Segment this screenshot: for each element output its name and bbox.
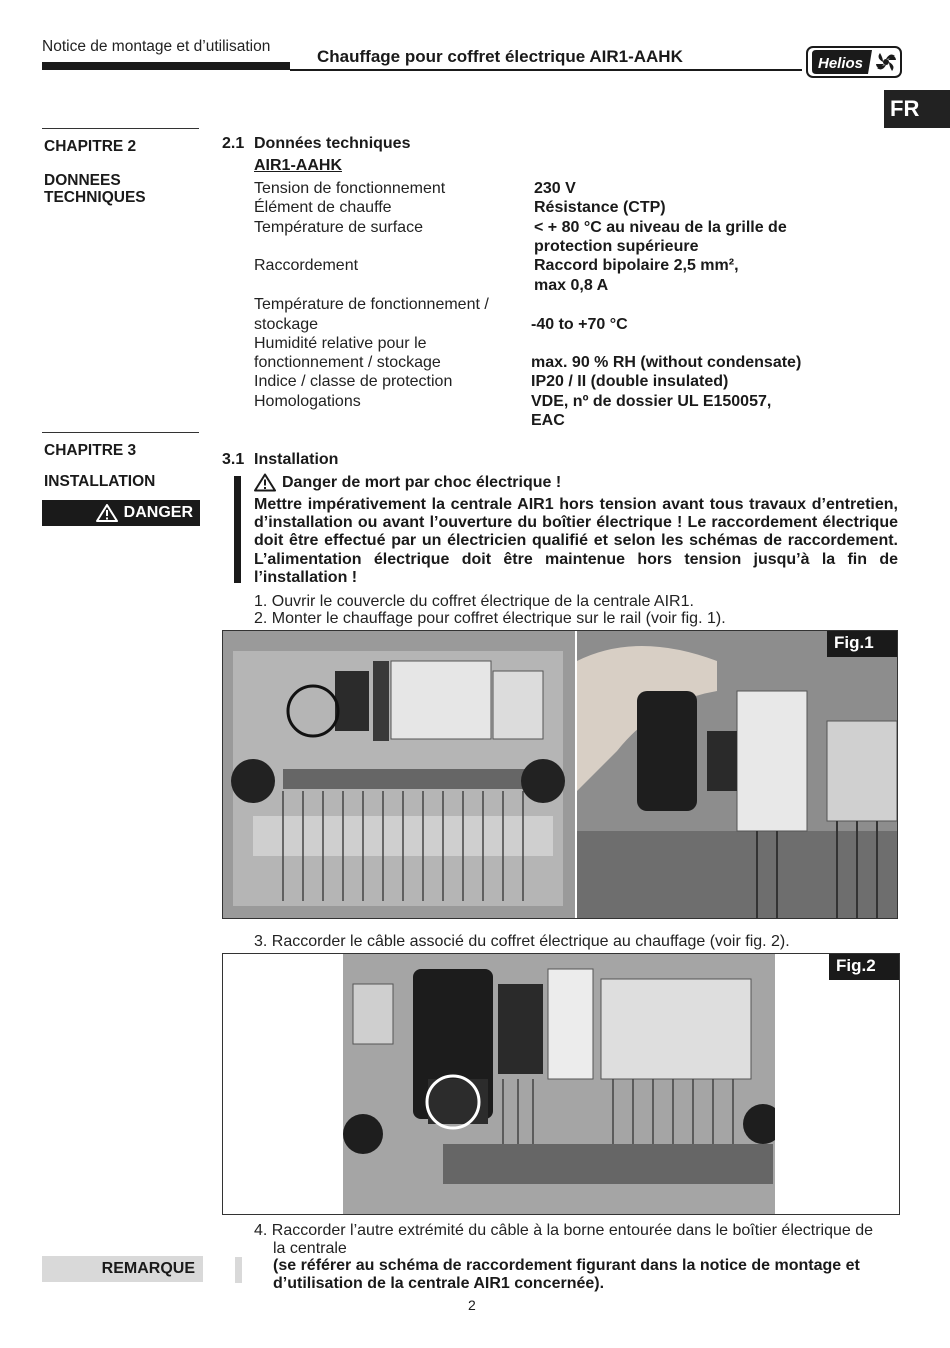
spec-label: Homologations bbox=[254, 393, 361, 410]
heater-mounting-photo bbox=[577, 631, 897, 918]
figure-2 bbox=[222, 953, 900, 1215]
step-2: 2. Monter le chauffage pour coffret électrique sur le rail (voir fig. 1). bbox=[254, 610, 726, 627]
danger-bar bbox=[234, 476, 241, 583]
spec-label: Raccordement bbox=[254, 257, 359, 274]
logo-text: Helios bbox=[818, 55, 864, 72]
figure-1-label: Fig.1 bbox=[827, 631, 897, 657]
figure-2-label: Fig.2 bbox=[829, 954, 899, 980]
step-4-line1: 4. Raccorder l’autre extrémité du câble à la borne entourée dans le boîtier électrique de bbox=[254, 1222, 874, 1239]
header-rule bbox=[290, 69, 802, 71]
sidebar-rule bbox=[42, 128, 199, 129]
remark-bar bbox=[235, 1257, 242, 1283]
spec-value: -40 to +70 °C bbox=[531, 316, 628, 333]
helios-logo bbox=[806, 46, 902, 78]
section-number: 3.1 bbox=[222, 451, 245, 468]
spec-value: < + 80 °C au niveau de la grille de bbox=[534, 219, 787, 236]
section-2-1-heading bbox=[222, 135, 410, 153]
spec-value-continued: protection supérieure bbox=[534, 238, 699, 255]
spec-value: 230 V bbox=[534, 180, 576, 197]
remark-text-line1: (se référer au schéma de raccordement figurant dans la notice de montage et bbox=[273, 1257, 860, 1274]
control-cabinet-photo bbox=[223, 631, 575, 918]
spec-value: max. 90 % RH (without condensate) bbox=[531, 354, 802, 371]
step-4-line2: la centrale bbox=[273, 1240, 347, 1257]
danger-label: DANGER bbox=[123, 504, 193, 521]
heater-connection-photo bbox=[343, 954, 775, 1214]
danger-heading bbox=[254, 473, 561, 492]
spec-label: Humidité relative pour le bbox=[254, 335, 427, 352]
header-bar bbox=[42, 62, 290, 70]
chapter2-title-line1: DONNEES bbox=[44, 172, 121, 189]
spec-value-continued: max 0,8 A bbox=[534, 277, 609, 294]
figure-1 bbox=[222, 630, 898, 919]
chapter2-title-line2: TECHNIQUES bbox=[44, 189, 146, 206]
spec-value-continued: EAC bbox=[531, 412, 565, 429]
page-number: 2 bbox=[468, 1297, 476, 1313]
section-number: 2.1 bbox=[222, 135, 245, 152]
spec-label: Tension de fonctionnement bbox=[254, 180, 446, 197]
remark-text-line2: d’utilisation de la centrale AIR1 concernée). bbox=[273, 1275, 605, 1292]
spec-label: Indice / classe de protection bbox=[254, 373, 453, 390]
spec-label: Élément de chauffe bbox=[254, 199, 392, 216]
language-tab: FR bbox=[884, 90, 950, 128]
danger-badge bbox=[42, 500, 200, 526]
section-title: Données techniques bbox=[254, 135, 411, 152]
spec-label-continued: fonctionnement / stockage bbox=[254, 354, 441, 371]
remarque-badge: REMARQUE bbox=[42, 1256, 203, 1282]
chapter3-title: INSTALLATION bbox=[44, 473, 156, 490]
document-title: Chauffage pour coffret électrique AIR1-AAHK bbox=[317, 47, 683, 66]
spec-label: Température de fonctionnement / bbox=[254, 296, 489, 313]
step-3: 3. Raccorder le câble associé du coffret électrique au chauffage (voir fig. 2). bbox=[254, 933, 790, 950]
warning-icon bbox=[96, 504, 118, 522]
model-name: AIR1-AAHK bbox=[254, 157, 342, 174]
chapter3-label: CHAPITRE 3 bbox=[44, 442, 137, 459]
spec-value: Raccord bipolaire 2,5 mm², bbox=[534, 257, 739, 274]
danger-text: Mettre impérativement la centrale AIR1 hors tension avant tous travaux d’entretien, d’installation ou avant l’ouverture du boîtier électrique ! Le raccordement électrique doit être effectué par un électricien qualifié et selon les schémas de raccordement. L’alimentation électrique doit être maintenue hors tension jusqu’à la fin de l’installation ! bbox=[254, 496, 898, 586]
spec-value: IP20 / II (double insulated) bbox=[531, 373, 729, 390]
sidebar-rule bbox=[42, 432, 199, 433]
document-type-label: Notice de montage et d’utilisation bbox=[42, 38, 271, 55]
spec-value: VDE, nº de dossier UL E150057, bbox=[531, 393, 772, 410]
spec-label-continued: stockage bbox=[254, 316, 319, 333]
danger-heading-text: Danger de mort par choc électrique ! bbox=[282, 473, 562, 491]
section-title: Installation bbox=[254, 451, 339, 468]
spec-label: Température de surface bbox=[254, 219, 423, 236]
chapter2-label: CHAPITRE 2 bbox=[44, 138, 137, 155]
spec-value: Résistance (CTP) bbox=[534, 199, 666, 216]
step-1: 1. Ouvrir le couvercle du coffret électrique de la centrale AIR1. bbox=[254, 593, 694, 610]
section-3-1-heading bbox=[222, 451, 338, 469]
warning-icon bbox=[254, 473, 276, 492]
